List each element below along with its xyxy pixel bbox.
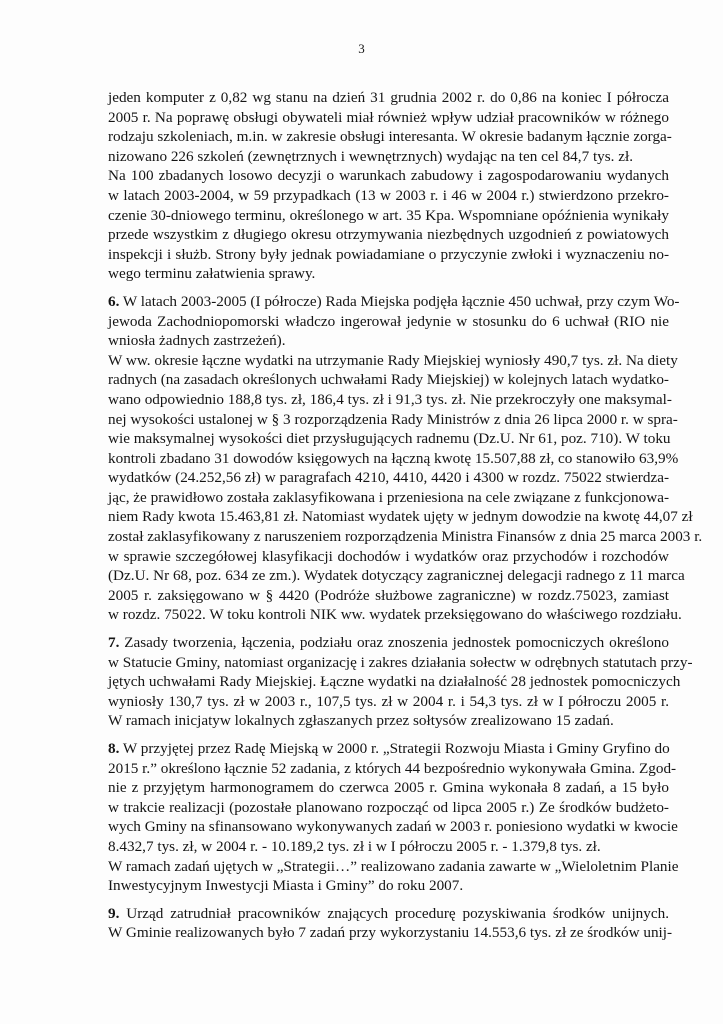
text-line: 8.432,7 tys. zł, w 2004 r. - 10.189,2 tys. zł i w I półroczu 2005 r. - 1.379,8 tys. zł. [108, 837, 601, 855]
text-line: W ramach inicjatyw lokalnych zgłaszanych przez sołtysów zrealizowano 15 zadań. [108, 712, 614, 730]
text-line: jeden komputer z 0,82 wg stanu na dzień 31 grudnia 2002 r. do 0,86 na koniec I półrocza [108, 89, 669, 106]
section-number: 9. [108, 904, 120, 922]
text-line: W Gminie realizowanych było 7 zadań przy wykorzystaniu 14.553,6 tys. zł ze środków unij- [108, 924, 673, 942]
text-line [108, 633, 669, 653]
text-line: jąc, że prawidłowo została zaklasyfikowana i przeniesiona na cele związane z funkcjonowa- [108, 488, 669, 506]
text-line: kontroli zbadano 31 dowodów księgowych na łączną kwotę 15.507,88 zł, co stanowiło 63,9% [108, 449, 679, 467]
text-line: nie z przyjętym harmonogramem do czerwca 2005 r. Gmina wykonała 8 zadań, a 15 było [108, 779, 669, 797]
text-line: wych Gminy na sfinansowano wykonywanych zadań w 2003 r. poniesiono wydatki w kwocie [108, 818, 678, 836]
paragraph-council-expenses [108, 351, 703, 625]
text-line: w latach 2003-2004, w 59 przypadkach (13 w 2003 r. i 46 w 2004 r.) stwierdzono przekro- [108, 186, 669, 204]
text-line: W ww. okresie łączne wydatki na utrzymanie Rady Miejskiej wyniosły 490,7 tys. zł. Na diety [108, 351, 678, 369]
text-line: nizowano 226 szkoleń (zewnętrznych i wewnętrznych) wydając na ten cel 84,7 tys. zł. [108, 147, 634, 165]
text-line: radnych (na zasadach określonych uchwałami Rady Miejskiej) w kolejnych latach wydatko- [108, 371, 669, 389]
text-line: jewoda Zachodniopomorski władczo ingerował jedynie w stosunku do 6 uchwał (RIO nie [108, 312, 669, 330]
text-line: wie maksymalnej wysokości diet przysługujących radnemu (Dz.U. Nr 61, poz. 710). W toku [108, 430, 671, 448]
text-line: wydatków (24.252,56 zł) w paragrafach 4210, 4410, 4420 i 4300 w rozdz. 75022 stwierdza- [108, 469, 669, 487]
section-9 [108, 904, 673, 943]
text-line: czenie 30-dniowego terminu, określonego w art. 35 Kpa. Wspomniane opóźnienia wynikały [108, 206, 669, 224]
text-line: wano odpowiednio 188,8 tys. zł, 186,4 tys. zł i 91,3 tys. zł. Nie przekroczyły one maksymal- [108, 390, 672, 408]
text-line: wyniosły 130,7 tys. zł w 2003 r., 107,5 tys. zł w 2004 r. i 54,3 tys. zł w I półroczu 2005 r. [108, 692, 669, 710]
paragraph-investment-plan [108, 857, 679, 896]
text-line [108, 292, 680, 312]
text-line: wniosła żadnych zastrzeżeń). [108, 332, 286, 350]
text-line: w Statucie Gminy, natomiast organizację i zakres działania sołectw w odrębnych statutach przy- [108, 653, 693, 671]
paragraph-computers [108, 88, 672, 166]
paragraph-decisions [108, 166, 669, 284]
text-line-content: Urząd zatrudniał pracowników znających procedurę pozyskiwania środków unijnych. [119, 904, 669, 922]
text-line: 2005 r. Na poprawę obsługi obywateli miał również wpływ udział pracowników w różnego [108, 108, 669, 126]
text-line: w rozdz. 75022. W toku kontroli NIK ww. wydatek przeksięgowano do właściwego rozdziału. [108, 606, 682, 624]
text-line: niem Rady kwota 15.463,81 zł. Natomiast wydatek ujęty w jednym dowodzie na kwotę 44,07 zł [108, 508, 693, 526]
text-line: przede wszystkim z długiego okresu otrzymywania niezbędnych uzgodnień z powiatowych [108, 226, 669, 244]
page-number: 3 [358, 41, 365, 56]
section-7 [108, 633, 693, 731]
section-number: 8. [108, 740, 120, 757]
text-line: (Dz.U. Nr 68, poz. 634 ze zm.). Wydatek dotyczący zagranicznej delegacji radnego z 11 marca [108, 567, 685, 585]
text-line: w trakcie realizacji (pozostałe planowano rozpocząć od lipca 2005 r.) Ze środków budżeto- [108, 798, 669, 816]
section-8 [108, 739, 678, 857]
document-body [108, 88, 703, 943]
text-line: wego terminu załatwienia sprawy. [108, 265, 316, 283]
text-line: jętych uchwałami Rady Miejskiej. Łączne wydatki na działalność 28 jednostek pomocniczych [108, 673, 681, 691]
text-line-content: W latach 2003-2005 (I półrocze) Rada Miejska podjęła łącznie 450 uchwał, przy czym Wo- [119, 292, 680, 310]
text-line: inspekcji i służb. Strony były jednak powiadamiane o przyczynie zwłoki i wyznaczeniu no- [108, 245, 669, 263]
text-line: został zaklasyfikowany z naruszeniem rozporządzenia Ministra Finansów z dnia 25 marca 2003 r. [108, 528, 703, 546]
text-line-content: W przyjętej przez Radę Miejską w 2000 r. „Strategii Rozwoju Miasta i Gminy Gryfino do [119, 740, 670, 757]
text-line: nej wysokości ustalonej w § 3 rozporządzenia Rady Ministrów z dnia 26 lipca 2000 r. w spra- [108, 410, 678, 428]
text-line: W ramach zadań ujętych w „Strategii…” realizowano zadania zawarte w „Wieloletnim Planie [108, 857, 679, 875]
text-line: 2005 r. zaksięgowano w § 4420 (Podróże służbowe zagraniczne) w rozdz.75023, zamiast [108, 586, 669, 604]
text-line: rodzaju szkoleniach, m.in. w zakresie obsługi interesanta. W okresie badanym łącznie zorga- [108, 128, 672, 146]
text-line: w sprawie szczegółowej klasyfikacji dochodów i wydatków oraz przychodów i rozchodów [108, 547, 669, 565]
text-line [108, 739, 669, 759]
text-line-content: Zasady tworzenia, łączenia, podziału oraz znoszenia jednostek pomocniczych określono [119, 634, 669, 652]
text-line: Inwestycyjnym Inwestycji Miasta i Gminy” do roku 2007. [108, 877, 464, 895]
section-number: 6. [108, 292, 120, 310]
text-line: Na 100 zbadanych losowo decyzji o warunkach zabudowy i zagospodarowaniu wydanych [108, 167, 669, 185]
section-number: 7. [108, 634, 120, 652]
text-line [108, 904, 669, 924]
section-6 [108, 292, 680, 351]
text-line: 2015 r.” określono łącznie 52 zadania, z których 44 bezpośrednio wykonywała Gmina. Zgod- [108, 759, 677, 777]
